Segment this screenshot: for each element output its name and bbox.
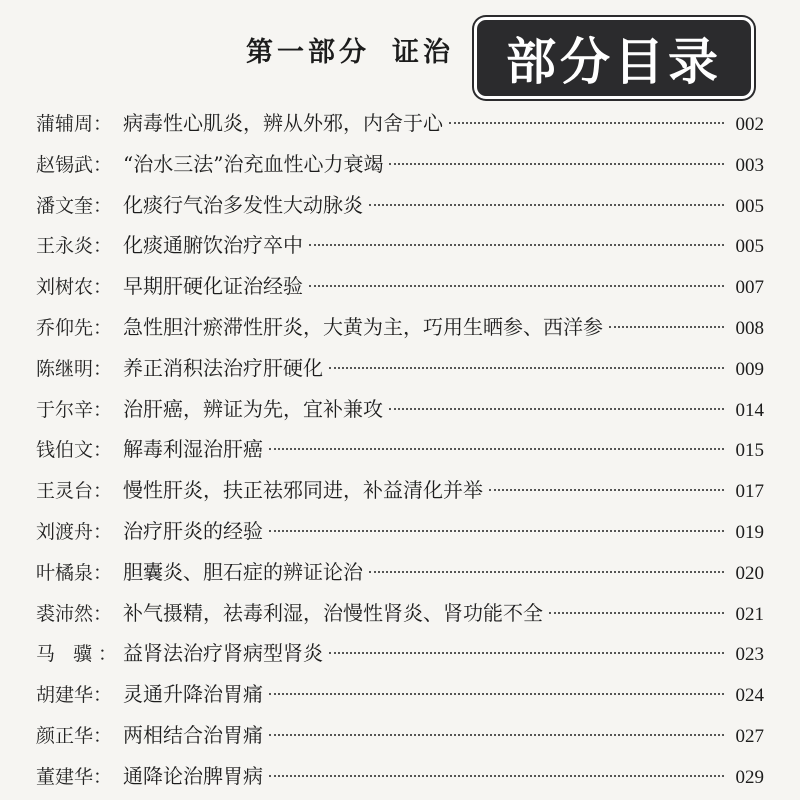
table-of-contents <box>36 103 764 797</box>
entry-author: 乔仰先： <box>36 316 113 339</box>
dot-leader <box>389 163 724 165</box>
toc-entry[interactable] <box>36 144 764 185</box>
dot-leader <box>269 693 724 695</box>
toc-entry[interactable] <box>36 389 764 430</box>
catalog-badge: 部分目录 <box>474 17 754 99</box>
toc-entry[interactable] <box>36 756 764 797</box>
entry-title: 养正消积法治疗肝硬化 <box>123 355 323 380</box>
dot-leader <box>369 204 724 206</box>
toc-entry[interactable] <box>36 266 764 307</box>
entry-title: 胆囊炎、胆石症的辨证论治 <box>123 559 363 584</box>
entry-page-number: 009 <box>735 358 764 380</box>
entry-title: 化痰行气治多发性大动脉炎 <box>123 192 363 217</box>
entry-title: 通降论治脾胃病 <box>123 763 263 788</box>
entry-page-number: 029 <box>735 766 764 788</box>
entry-title: 病毒性心肌炎，辨从外邪，内舍于心 <box>123 111 443 135</box>
entry-page-number: 027 <box>735 725 764 747</box>
toc-entry[interactable] <box>36 633 764 674</box>
entry-title: 益肾法治疗肾病型肾炎 <box>123 641 323 666</box>
dot-leader <box>369 571 724 573</box>
dot-leader <box>609 326 724 328</box>
entry-author: 王永炎： <box>36 235 113 258</box>
entry-page-number: 023 <box>735 644 764 666</box>
toc-entry[interactable] <box>36 552 764 593</box>
toc-entry[interactable] <box>36 715 764 756</box>
dot-leader <box>449 122 724 124</box>
entry-title: 灵通升降治胃痛 <box>123 682 263 707</box>
toc-entry[interactable] <box>36 511 764 552</box>
entry-page-number: 003 <box>735 154 764 176</box>
entry-title: 治疗肝炎的经验 <box>123 518 263 543</box>
section-title-part: 第一部分 <box>246 37 370 68</box>
entry-page-number: 024 <box>735 685 764 707</box>
entry-author: 蒲辅周： <box>36 113 113 135</box>
entry-page-number: 008 <box>735 317 764 339</box>
entry-author: 刘树农： <box>36 276 113 299</box>
toc-entry[interactable] <box>36 429 764 470</box>
dot-leader <box>269 530 724 532</box>
section-title <box>246 30 454 69</box>
entry-title: 早期肝硬化证治经验 <box>123 274 303 299</box>
entry-page-number: 021 <box>735 603 764 625</box>
entry-title: 解毒利湿治肝癌 <box>123 437 263 462</box>
entry-author: 马 骥： <box>36 643 124 666</box>
entry-title: 慢性肝炎，扶正祛邪同进，补益清化并举 <box>123 478 483 503</box>
entry-page-number: 007 <box>735 277 764 299</box>
entry-page-number: 015 <box>735 440 764 462</box>
entry-author: 刘渡舟： <box>36 520 113 543</box>
entry-author: 裘沛然： <box>36 602 113 625</box>
entry-author: 胡建华： <box>36 684 113 707</box>
entry-page-number: 019 <box>735 521 764 543</box>
entry-page-number: 017 <box>735 481 764 503</box>
dot-leader <box>269 734 724 736</box>
toc-entry[interactable] <box>36 593 764 634</box>
toc-entry[interactable] <box>36 103 764 144</box>
entry-author: 赵锡武： <box>36 153 113 176</box>
entry-page-number: 005 <box>735 195 764 217</box>
entry-title: 两相结合治胃痛 <box>123 722 263 747</box>
entry-page-number: 014 <box>735 399 764 421</box>
entry-author: 董建华： <box>36 765 113 788</box>
entry-title: “治水三法”治充血性心力衰竭 <box>123 151 384 176</box>
entry-page-number: 005 <box>735 236 764 258</box>
dot-leader <box>309 244 724 246</box>
entry-author: 王灵台： <box>36 480 113 503</box>
entry-title: 补气摄精，祛毒利湿，治慢性肾炎、肾功能不全 <box>123 600 543 625</box>
dot-leader <box>269 448 724 450</box>
entry-title: 急性胆汁瘀滞性肝炎，大黄为主，巧用生晒参、西洋参 <box>123 314 603 339</box>
entry-author: 于尔辛： <box>36 398 113 421</box>
toc-entry[interactable] <box>36 470 764 511</box>
dot-leader <box>549 612 724 614</box>
dot-leader <box>389 408 724 410</box>
entry-title: 化痰通腑饮治疗卒中 <box>123 233 303 258</box>
toc-entry[interactable] <box>36 225 764 266</box>
entry-author: 钱伯文： <box>36 439 113 462</box>
entry-author: 潘文奎： <box>36 194 113 217</box>
toc-entry[interactable] <box>36 348 764 389</box>
dot-leader <box>329 367 724 369</box>
toc-entry[interactable] <box>36 674 764 715</box>
section-title-rest: 证治 <box>392 37 454 68</box>
toc-entry[interactable] <box>36 307 764 348</box>
entry-author: 叶橘泉： <box>36 561 113 584</box>
entry-author: 陈继明： <box>36 357 113 380</box>
entry-title: 治肝癌，辨证为先，宜补兼攻 <box>123 396 383 421</box>
dot-leader <box>489 489 724 491</box>
dot-leader <box>269 775 724 777</box>
entry-page-number: 002 <box>735 114 764 135</box>
entry-author: 颜正华： <box>36 724 113 747</box>
toc-entry[interactable] <box>36 185 764 226</box>
dot-leader <box>309 285 724 287</box>
entry-page-number: 020 <box>735 562 764 584</box>
dot-leader <box>329 652 724 654</box>
